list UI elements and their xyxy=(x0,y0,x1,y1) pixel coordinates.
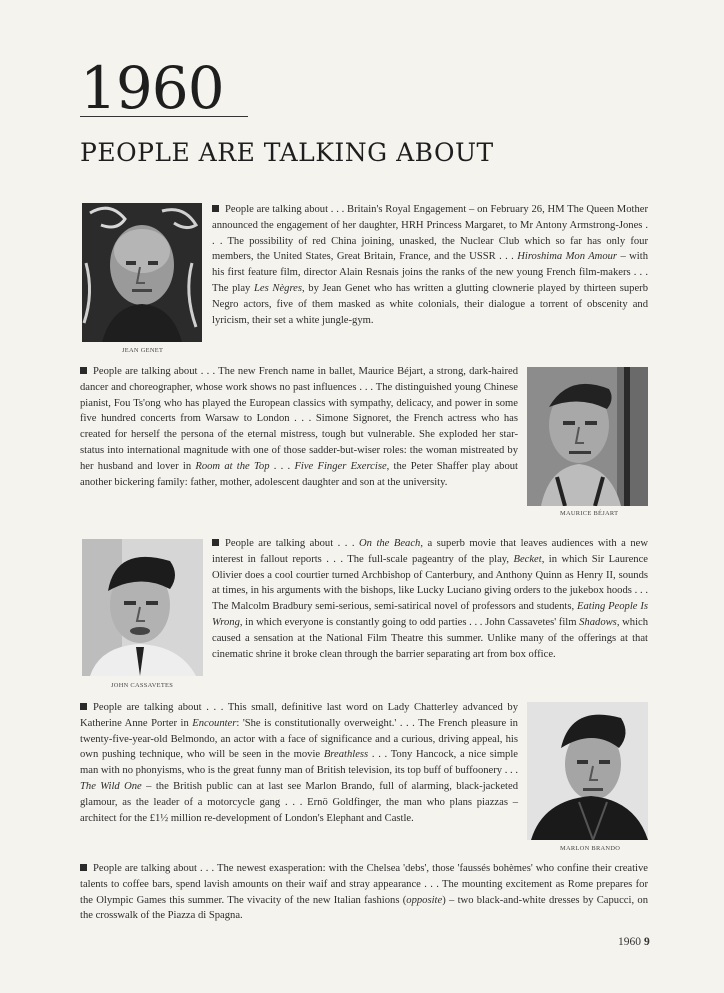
year-underline xyxy=(80,116,248,117)
bullet-square xyxy=(212,205,219,212)
john-cassavetes-photo xyxy=(82,539,203,676)
caption-john-cassavetes: JOHN CASSAVETES xyxy=(111,682,174,689)
folio-year: 1960 xyxy=(618,936,641,948)
paragraph-3: People are talking about . . . On the Beach, a superb movie that leaves audiences with a new interest in fallout reports . . . The full-scale pageantry of the play, Becket, in which Sir Laurence Olivier does a cool courtier turned Archbishop of Canterbury, and Anthony Quinn as Henry II, sounds at times, in his arguments with the bishops, like Lucky Luciano giving orders to the jukebox hoods . . . The Malcolm Bradbury semi-serious, semi-satirical novel of professors and students, Eating People Is Wrong, in which everyone is constantly going to odd parties . . . John Cassavetes' film Shadows, which caused a sensation at the National Film Theatre this summer. Unlike many of the offerings at that cinematic shrine it broke clean through the barrier separating art from box office. xyxy=(212,538,649,660)
paragraph-5: People are talking about . . . The newest exasperation: with the Chelsea 'debs', those 'faussés bohèmes' who confine their creative talents to coffee bars, spend lavish amounts on their waif and stray appearance . . . The mounting excitement as Rome prepares for the Olympic Games this summer. The vivacity of the new Italian fashions (opposite) – two black-and-white dresses by Capucci, on the crosswalk of the Piazza di Spagna. xyxy=(80,863,648,922)
bullet-square xyxy=(80,864,87,871)
bullet-square xyxy=(80,703,87,710)
caption-jean-genet: JEAN GENET xyxy=(122,347,164,354)
jean-genet-photo xyxy=(82,203,202,342)
year-heading: 1960 xyxy=(80,54,224,122)
page-number: 9 xyxy=(644,936,650,948)
bullet-square xyxy=(80,367,87,374)
caption-maurice-bejart: MAURICE BÉJART xyxy=(560,510,619,517)
paragraph-4: People are talking about . . . This small, definitive last word on Lady Chatterley advanced by Katherine Anne Porter in Encounter: 'She is constitutionally overweight.' . . . The French pleasure in twenty-five-year-old Belmondo, an actor with a face of significance and a curious, driving appeal, his own pushing technique, who will be seen in the movie Breathless . . . Tony Hancock, a nice simple man with no phonyisms, who is the great funny man of British television, its top buff of buffoonery . . . The Wild One – the British public can at last see Marlon Brando, full of alarming, black-jacketed glamour, as the leader of a motorcycle gang . . . Ernö Goldfinger, the man who plans piazzas – architect for the £1½ million re-development of London's Elephant and Castle. xyxy=(80,702,518,824)
caption-marlon-brando: MARLON BRANDO xyxy=(560,845,621,852)
marlon-brando-photo xyxy=(527,702,648,840)
bullet-square xyxy=(212,539,219,546)
maurice-bejart-photo xyxy=(527,367,648,506)
page-title: PEOPLE ARE TALKING ABOUT xyxy=(80,138,494,167)
page-folio xyxy=(618,936,650,948)
paragraph-1: People are talking about . . . Britain's Royal Engagement – on February 26, HM The Queen Mother announced the engagement of her daughter, HRH Princess Margaret, to Mr Antony Armstrong-Jones . . . The possibility of red China joining, unasked, the Nuclear Club which so far has only four members, the United States, Great Britain, France, and the USSR . . . Hiroshima Mon Amour – with his first feature film, director Alain Resnais joins the ranks of the new young French film-makers . . . The play Les Nègres, by Jean Genet who has written a glutting clownerie played by thirteen superb Negro actors, five of them masked as white colonials, their dialogue a torrent of obscenity and lyricism, their set a white jungle-gym. xyxy=(212,204,648,326)
paragraph-2: People are talking about . . . The new French name in ballet, Maurice Béjart, a strong, dark-haired dancer and choreographer, whose work shows no past influences . . . The distinguished young Chinese pianist, Fou Ts'ong who has played the European classics with sympathy, delicacy, and power in some five hundred concerts from Warsaw to London . . . Simone Signoret, the French actress who has created for herself the persona of the eternal mistress, tough but vulnerable. She exploded her star-status into international magnitude with one of those sadder-but-wiser roles: the woman mistreated by her husband and lover in Room at the Top . . . Five Finger Exercise, the Peter Shaffer play about another bickering family: father, mother, adolescent daughter and son at the university. xyxy=(80,366,518,488)
